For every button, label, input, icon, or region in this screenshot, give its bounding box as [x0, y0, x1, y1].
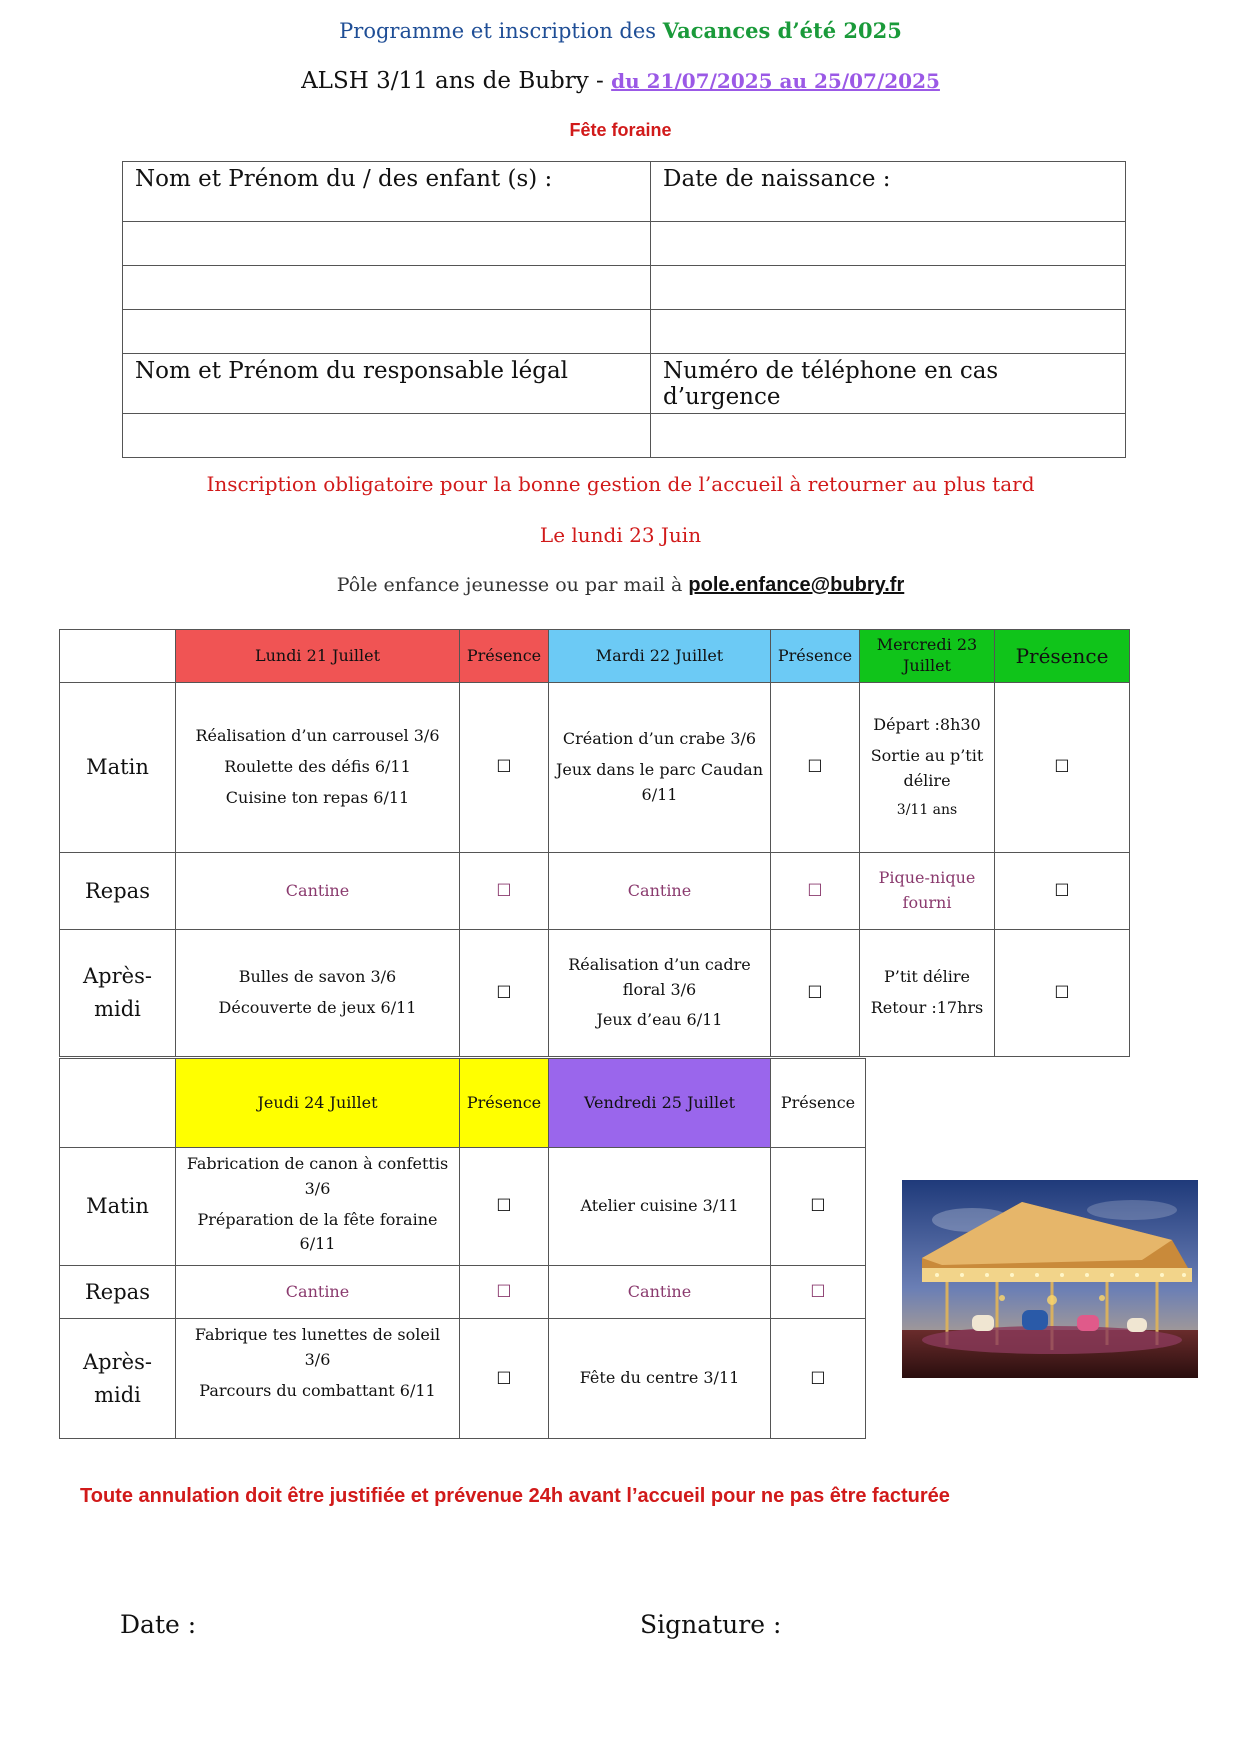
- presence-checkbox[interactable]: ☐: [460, 930, 549, 1057]
- child-info-table: [122, 161, 1126, 458]
- activity: Fabrication de canon à confettis 3/6: [186, 1154, 449, 1198]
- presence-checkbox[interactable]: ☐: [771, 1266, 866, 1319]
- cancellation-notice: Toute annulation doit être justifiée et prévenue 24h avant l’accueil pour ne pas être facturée: [80, 1485, 950, 1507]
- child-name-field[interactable]: [123, 266, 651, 310]
- header-site: ALSH 3/11 ans de Bubry -: [301, 68, 612, 94]
- child-name-field[interactable]: [123, 222, 651, 266]
- activity: Sortie au p’tit délire: [870, 746, 984, 791]
- child-name-field[interactable]: [123, 310, 651, 354]
- activity: Bulles de savon 3/6: [238, 967, 397, 987]
- birth-date-field[interactable]: [651, 266, 1126, 310]
- presence-checkbox[interactable]: ☐: [460, 1319, 549, 1439]
- activity: 3/11 ans: [896, 801, 958, 818]
- friday-lunch: Cantine: [549, 1266, 771, 1319]
- activity: Départ :8h30: [873, 715, 981, 735]
- activity: Parcours du combattant 6/11: [199, 1380, 436, 1400]
- activity: Réalisation d’un carrousel 3/6: [195, 726, 440, 746]
- header-line-2: [0, 68, 1241, 94]
- schedule-table-week-2: [59, 1058, 866, 1439]
- activity: Jeux dans le parc Caudan 6/11: [556, 760, 763, 804]
- presence-checkbox[interactable]: ☐: [771, 1319, 866, 1439]
- monday-lunch: Cantine: [176, 853, 460, 930]
- day-header-thursday: Jeudi 24 Juillet: [176, 1059, 460, 1148]
- wednesday-morning-activities: [860, 683, 995, 853]
- presence-checkbox[interactable]: ☐: [995, 930, 1130, 1057]
- monday-morning-activities: [176, 683, 460, 853]
- guardian-label: Nom et Prénom du responsable légal: [123, 354, 651, 414]
- activity: Réalisation d’un cadre floral 3/6: [568, 954, 751, 999]
- deadline-notice: Le lundi 23 Juin: [539, 523, 702, 547]
- row-label-afternoon: Après-midi: [60, 1319, 176, 1439]
- schedule-table-week-1: [59, 629, 1130, 1057]
- birth-date-field[interactable]: [651, 310, 1126, 354]
- header-highlight: Vacances d’été 2025: [662, 18, 902, 43]
- presence-checkbox[interactable]: ☐: [771, 1148, 866, 1266]
- presence-header: Présence: [460, 1059, 549, 1148]
- day-header-monday: Lundi 21 Juillet: [176, 630, 460, 683]
- activity: Création d’un crabe 3/6: [562, 729, 757, 749]
- row-label-lunch: Repas: [60, 853, 176, 930]
- row-label-morning: Matin: [60, 1148, 176, 1266]
- presence-header: Présence: [771, 630, 860, 683]
- tuesday-morning-activities: [549, 683, 771, 853]
- activity: Fabrique tes lunettes de soleil 3/6: [194, 1325, 441, 1369]
- presence-checkbox[interactable]: ☐: [460, 683, 549, 853]
- presence-checkbox[interactable]: ☐: [460, 1148, 549, 1266]
- birth-date-label: Date de naissance :: [651, 162, 1126, 222]
- birth-date-field[interactable]: [651, 222, 1126, 266]
- presence-header: Présence: [460, 630, 549, 683]
- activity: Cuisine ton repas 6/11: [225, 787, 410, 807]
- mandatory-notice: Inscription obligatoire pour la bonne gestion de l’accueil à retourner au plus tard: [206, 472, 1035, 496]
- monday-afternoon-activities: [176, 930, 460, 1057]
- activity: Découverte de jeux 6/11: [218, 998, 417, 1017]
- day-header-friday: Vendredi 25 Juillet: [549, 1059, 771, 1148]
- activity: Fête du centre 3/11: [579, 1368, 740, 1388]
- presence-checkbox[interactable]: ☐: [460, 853, 549, 930]
- tuesday-afternoon-activities: [549, 930, 771, 1057]
- row-label-morning: Matin: [60, 683, 176, 853]
- child-name-label: Nom et Prénom du / des enfant (s) :: [123, 162, 651, 222]
- presence-checkbox[interactable]: ☐: [771, 853, 860, 930]
- presence-checkbox[interactable]: ☐: [995, 853, 1130, 930]
- day-header-tuesday: Mardi 22 Juillet: [549, 630, 771, 683]
- wednesday-afternoon-activities: [860, 930, 995, 1057]
- presence-checkbox[interactable]: ☐: [995, 683, 1130, 853]
- presence-header: Présence: [995, 630, 1130, 683]
- corner-cell: [60, 1059, 176, 1148]
- presence-checkbox[interactable]: ☐: [771, 930, 860, 1057]
- signature-label: Signature :: [640, 1610, 782, 1639]
- header-prefix: Programme et inscription des: [339, 19, 663, 43]
- activity: Préparation de la fête foraine 6/11: [197, 1209, 438, 1254]
- carousel-photo: [902, 1180, 1198, 1378]
- thursday-lunch: Cantine: [176, 1266, 460, 1319]
- header-dates: du 21/07/2025 au 25/07/2025: [611, 69, 940, 93]
- contact-prefix: Pôle enfance jeunesse ou par mail à: [336, 574, 689, 596]
- day-header-wednesday: Mercredi 23 Juillet: [860, 630, 995, 683]
- theme-title: Fête foraine: [569, 120, 672, 140]
- corner-cell: [60, 630, 176, 683]
- thursday-afternoon-activities: [176, 1319, 460, 1439]
- activity: P’tit délire: [884, 967, 970, 987]
- tuesday-lunch: Cantine: [549, 853, 771, 930]
- wednesday-lunch: Pique-nique fourni: [860, 853, 995, 930]
- row-label-afternoon: Après-midi: [60, 930, 176, 1057]
- guardian-field[interactable]: [123, 414, 651, 458]
- friday-afternoon-activities: [549, 1319, 771, 1439]
- phone-field[interactable]: [651, 414, 1126, 458]
- activity: Atelier cuisine 3/11: [580, 1196, 739, 1216]
- presence-header: Présence: [771, 1059, 866, 1148]
- date-label: Date :: [120, 1610, 197, 1639]
- presence-checkbox[interactable]: ☐: [771, 683, 860, 853]
- friday-morning-activities: [549, 1148, 771, 1266]
- activity: Jeux d’eau 6/11: [596, 1010, 723, 1030]
- contact-email[interactable]: pole.enfance@bubry.fr: [688, 574, 905, 596]
- presence-checkbox[interactable]: ☐: [460, 1266, 549, 1319]
- activity: Retour :17hrs: [870, 998, 984, 1017]
- phone-label: Numéro de téléphone en cas d’urgence: [651, 354, 1126, 414]
- header-line-1: [0, 18, 1241, 43]
- contact-line: [0, 574, 1241, 597]
- activity: Roulette des défis 6/11: [224, 757, 411, 777]
- row-label-lunch: Repas: [60, 1266, 176, 1319]
- thursday-morning-activities: [176, 1148, 460, 1266]
